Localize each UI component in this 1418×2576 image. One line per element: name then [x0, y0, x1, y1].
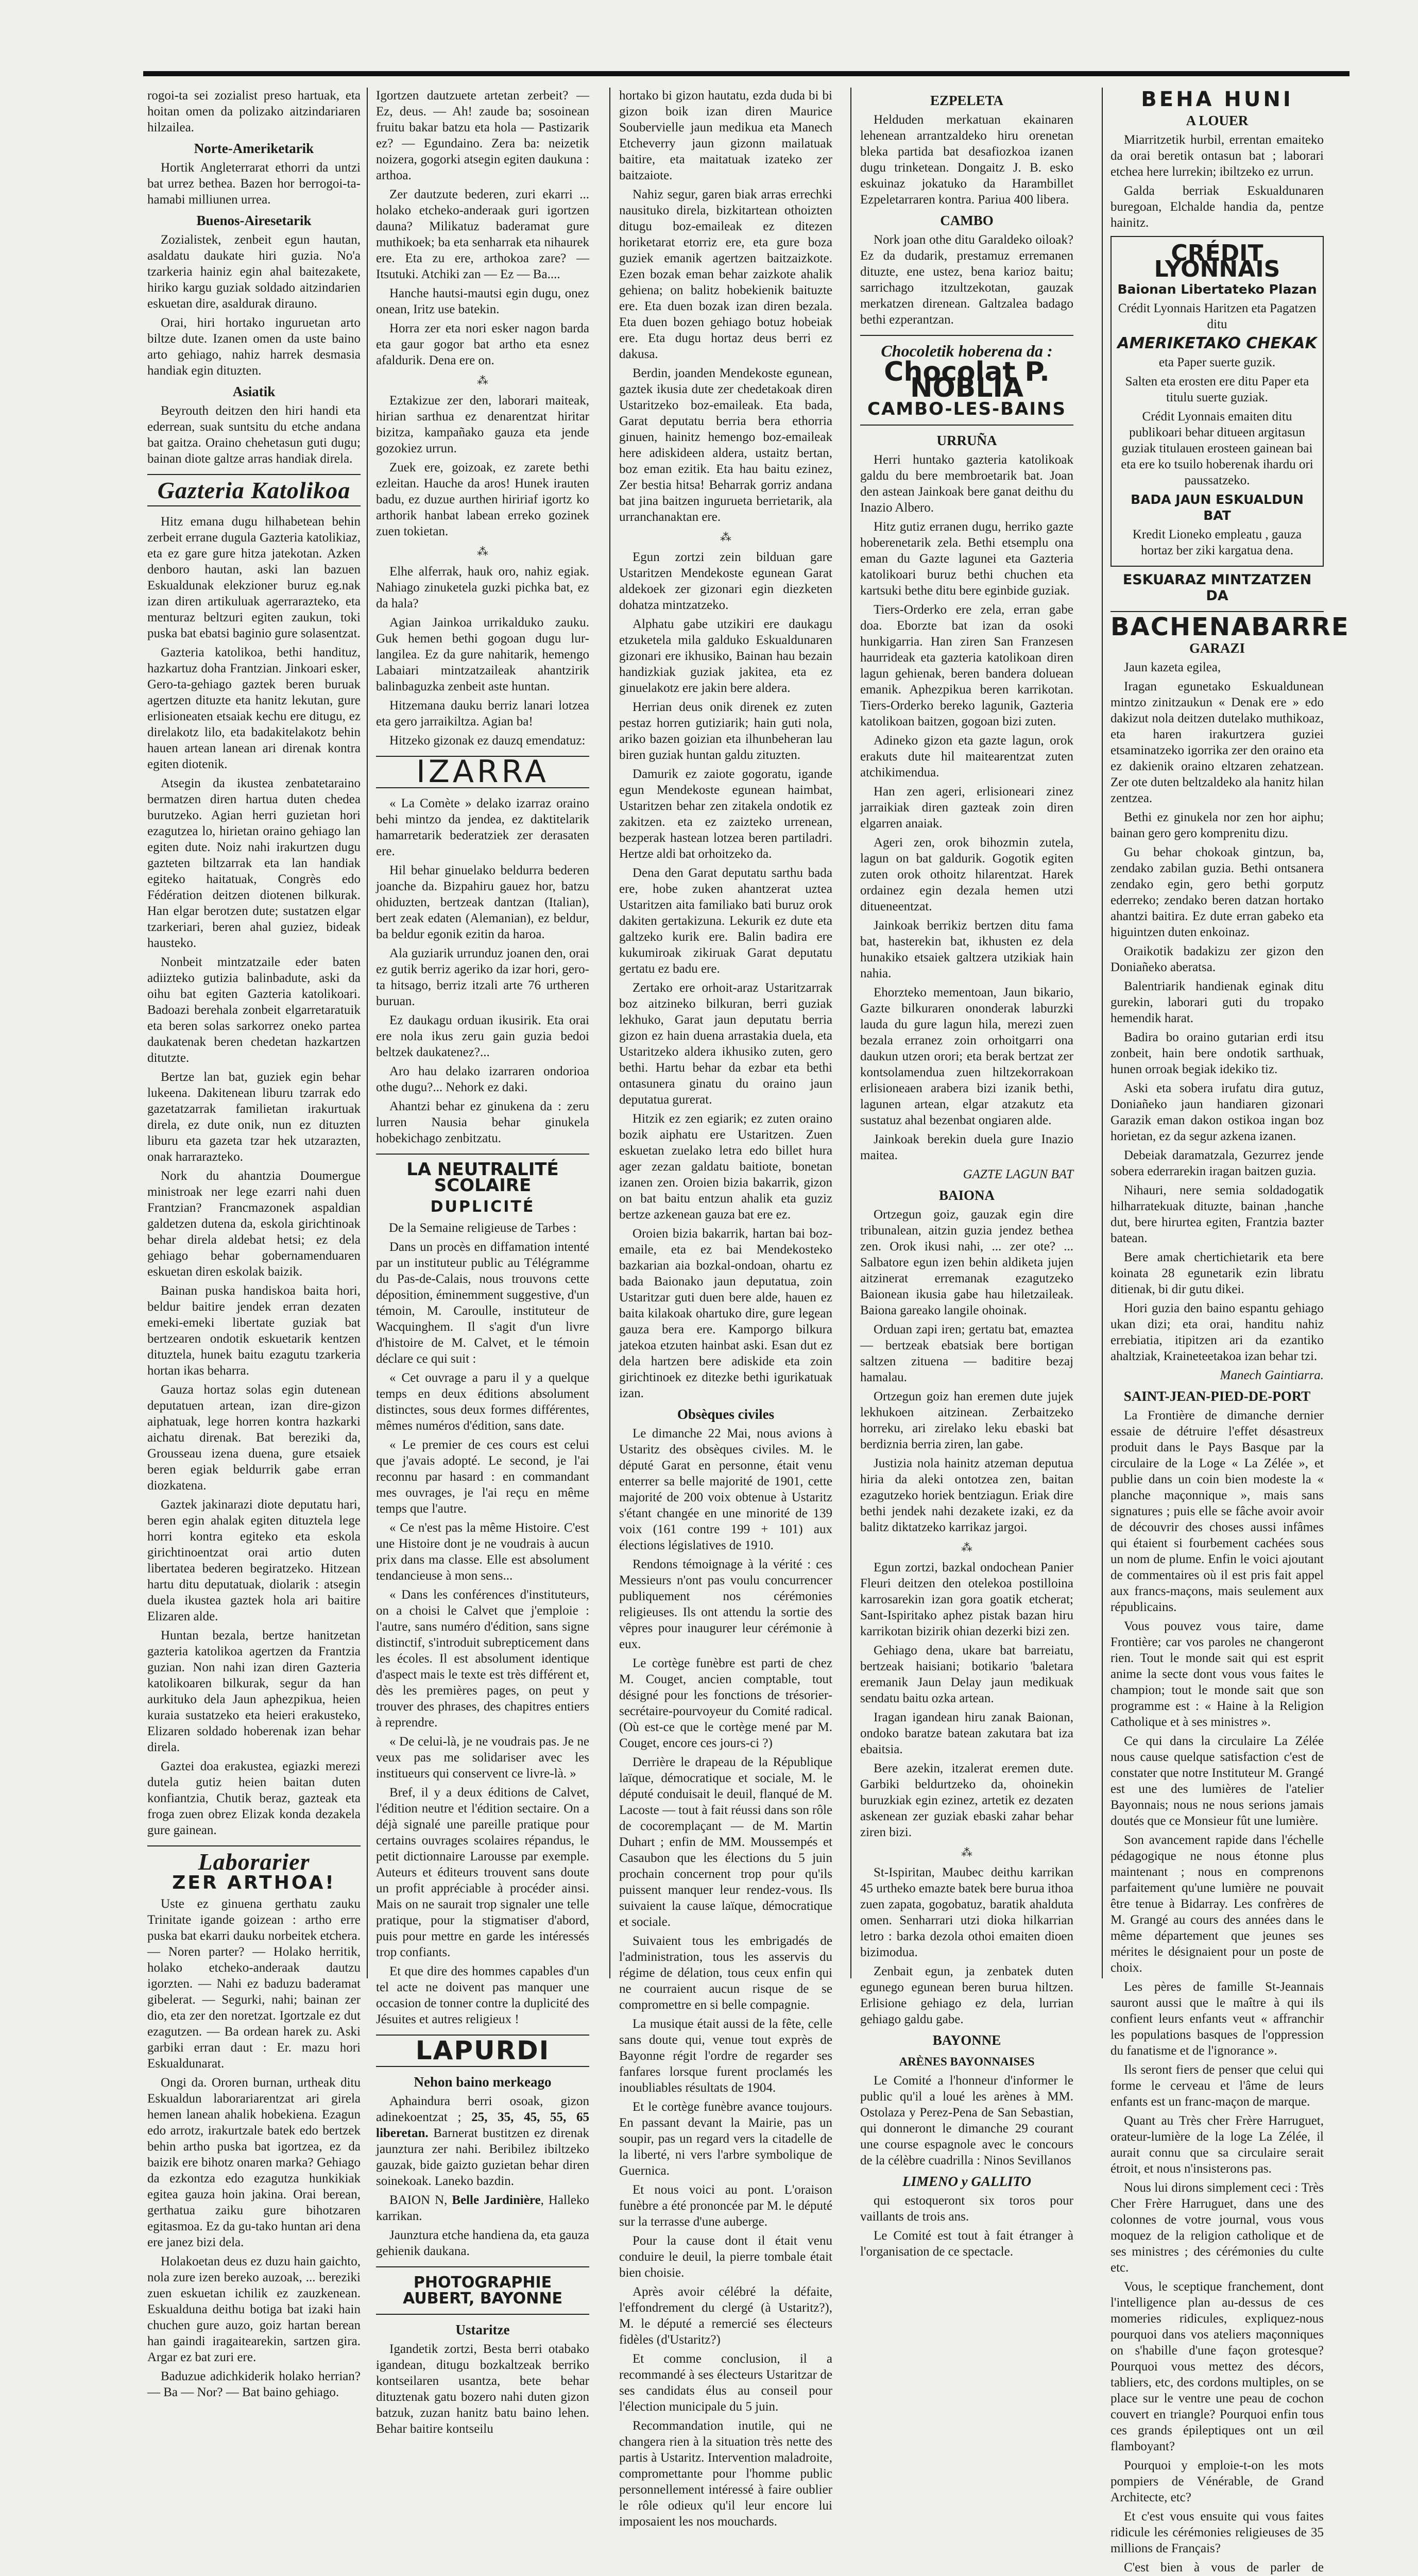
article-text: Jaunztura etche handiena da, eta gauza gehienik daukana.: [376, 2228, 589, 2258]
article-text: Bref, il y a deux éditions de Calvet, l'édition neutre et l'édition sectaire. On a déjà signalé une pareille pratique pour certains ouvrages scolaires répandus, le petit dictionnaire Larousse par exemple. Auteurs et éditeurs trouvent sans doute un profit appréciable à procéder ainsi. Mais on ne saurait trop signaler une telle pratique, pour la stigmatiser d'abord, puis pour mettre en garde les intéressés trop confiants.: [376, 1786, 589, 1959]
article-text: Tiers-Orderko ere zela, erran gabe doa. Eborzte bat izan da osoki hunkigarria. Han ziren San Franzesen haurrideak eta gazteria katolikoan diren lagun gehienak, beren bandera doluean emanik. Aphezpikua beren karrikotan. Tiers-Orderko bereko lagunik, Gazteria katolikoan baitzen, gogoan bizi zuten.: [860, 603, 1073, 728]
credit-sub: Baionan Libertateko Plazan: [1117, 282, 1317, 297]
article-text: Alphatu gabe utzikiri ere daukagu etzuketela mila galduko Eskualdunaren gizonari ere ikhusiko, Bainan hau bezain handizkiak guziak jakitea, eta ez ginuelakotz ere jakin bere aldera.: [619, 617, 832, 695]
separator-icon: ⁂: [477, 374, 488, 387]
duplicite-heading: DUPLICITÉ: [430, 1198, 535, 1216]
article-text: Ala guziarik urrunduz joanen den, orai ez gutik berriz ageriko da izar hori, gero-ta hitsago, berriz itzali arte 76 urtheren buruan.: [376, 946, 589, 1008]
gazteria-title: Gazteria Katolikoa: [157, 477, 351, 503]
article-text: Ongi da. Ororen burnan, urtheak ditu Eskualdun laborariarentzat ari girela hemen lanean ahalik hobekiena. Ezagun edo arrotz, irakurtzale batek edo bertzek behin artho puska bat igortzea, ez da baizik ere bihotz onaren marka? Gehiago da ezkontza edo ezagutza hunkikiak egitea gauza hoin jakina. Orai berean, gerthatua zaiku gure bihotzaren egitasmoa. Ez da gu-tako huntan ari dena ere janez bizi dela.: [147, 2076, 361, 2249]
divider: [376, 2314, 589, 2315]
article-text: Jainkoak berrikiz bertzen ditu fama bat, hasterekin bat, ikhusten ez dela hunakiko etsaiek galtzera utzikiak hain nahia.: [860, 919, 1073, 980]
article-text: Zer dautzute bederen, zuri ekarri ... holako etcheko-anderaak guri igortzen dauna? Milikatuz baderamat gure muthikoek; ba eta senharrak eta nihaurek ere. Eta zu ere, arthokoa zare? — Itsutuki. Atchiki zan — Ez — Ba....: [376, 188, 589, 281]
article-text: Aski eta sobera irufatu dira gutuz, Doniañeko jaun handiaren gizonari Garazik eman dakon ostikoa ingan boz horietan, ez da segur azkena izanen.: [1111, 1081, 1324, 1143]
article-text: qui estoqueront six toros pour vaillants de trois ans.: [860, 2194, 1073, 2224]
article-text: « La Comète » delako izarraz oraino behi mintzo da jendea, ez daktitelarik hamarretarik bederatziek zer derasaten ere.: [376, 796, 589, 858]
article-text: Gaztek jakinarazi diote deputatu hari, beren egin ahalak egiten dituztela lege horri kontra egiteko eta eskola girichtinoentzat orai artio duten libertatea bederen begiratzeko. Hitzean hartu ditu deputatuak, diolarik : atsegin duela ikustea gaztek hola ari baitire Elizaren alde.: [147, 1498, 361, 1623]
article-text: La musique était aussi de la fête, celle sans doute qui, venue tout exprès de Bayonne régit l'ordre de regarder ses fanfares lorsque furent proclamés les inoubliables résultats de 1904.: [619, 2017, 832, 2095]
article-text: Jaun kazeta egilea,: [1124, 660, 1221, 674]
article-text: Herrian deus onik direnek ez zuten pestaz horren gutiziarik; hain guti nola, ariko bazen goizian eta ilhunbeheran lau biren guziak huntan galdu zituzten.: [619, 700, 832, 762]
divider: [860, 335, 1073, 336]
article-text: Et que dire des hommes capables d'un tel acte ne doivent pas manquer une occasion de tonner contre la duplicité des Jésuites et autres religieux !: [376, 1964, 589, 2026]
article-text: Gaztei doa erakustea, egiazki merezi dutela gutiz heien baitan duten konfiantzia, Chutik beraz, gazteak eta froga zuen obrez Elizak konda dezakela gure gainean.: [147, 1759, 361, 1837]
section-heading: Nehon baino merkeago: [414, 2074, 552, 2090]
credit-text: Salten eta erosten ere ditu Paper eta titulu suerte guziak.: [1125, 375, 1309, 404]
section-heading: Obsèques civiles: [677, 1406, 775, 1422]
beha-huni-title: BEHA HUNI: [1141, 88, 1293, 111]
article-text: Ortzegun goiz, gauzak egin dire tribunalean, aitzin guzia jendez bethea zen. Orok ikusi nahi, ... zer ote? ... Salbatore egun izen behin aldiketa jujen aitzinerat erremanak ezagutzeko Baionean ikusia gabe hau hiletzaileak. Baiona gareako langile ohoinak.: [860, 1208, 1073, 1317]
article-text: Dena den Garat deputatu sarthu bada ere, hobe zuken ahantzerat uztea Ustaritzen aita familiako bati buruz orok dakiten gertakizuna. Lekurik ez dute eta galtzeko kurik ere. Balin badira ere kukumiroak zikiruak Garat deputatu gertatu ez badu ere.: [619, 866, 832, 976]
article-text: C'est bien à vous de parler de: [1124, 2561, 1324, 2574]
section-heading: BAIONA: [938, 1188, 995, 1203]
article-text: Holakoetan deus ez duzu hain gaichto, nola zure izen bereko auzoak, ... bereziki zuen eskuetan ichilik ez zauzkenean. Eskualduna deithu botiga bat izaki hain chuchen gure auzo, goiz hartan berean han gaindi iragaitearekin, sartzen gira. Argar ez bat zuri ere.: [147, 2255, 361, 2364]
article-text: Egun zortzi zein bilduan gare Ustaritzen Mendekoste egunean Garat aldekoek zer gizonari egin diezketen dohatza mintzatzeko.: [619, 550, 832, 612]
section-heading: Norte-Ameriketarik: [194, 141, 314, 156]
article-text: Igandetik zortzi, Besta berri otabako igandean, ditugu bozkaltzeak berriko kontseilaren usantza, bete behar dituztenak gatu bozero nahi duten gizon batzuk, zuzan hanitz batu baino lehen. Behar baitire kontseilu: [376, 2342, 589, 2436]
article-text: Zuek ere, goizoak, ez zarete bethi ezleitan. Hauche da aros! Hunek irauten badu, ez duzue aurthen hiririaf igortz ko arthorik hanbat labean erreko gozinek zuen tokietan.: [376, 461, 589, 538]
article-text: Le dimanche 22 Mai, nous avions à Ustaritz des obsèques civiles. M. le député Garat en personne, était venu enterrer sa belle majorité de 1901, cette majorité de 200 voix obtenue à Ustaritz s'étant changée en une minorité de 139 voix (161 contre 199 + 101) aux élections législatives de 1910.: [619, 1427, 832, 1552]
signature: Manech Gaintiarra.: [1220, 1368, 1324, 1382]
article-text: Nahiz segur, garen biak arras errechki nausituko direla, bizkitartean othoizten ditugu boz-emaileak ez ditezen horiketarat etorriz ere, eta gure boza guziek emanik agertzen baitzaizkote. Ezen bozak eman behar zaizkote ahalik gehiena; on balitz hobekienik baituzte ere. Eta duen bozak izan diren bezala. Eta duen bozen gehiago botuz hobeiak ere. Eta dugu hortaz deus berri ez dakusa.: [619, 188, 832, 361]
article-text: Suivaient tous les embrigadés de l'administration, tous les asservis du régime de délation, tous ceux enfin qui ne courraient aucun risque de se compromettre en si belle compagnie.: [619, 1934, 832, 2012]
article-text: Ortzegun goiz han eremen dute jujek lekhukoen aitzinean. Zerbaitzeko horreku, ari zirelako leku ebaski bat berdiznia berria ziren, lan gabe.: [860, 1389, 1073, 1451]
article-text: Adineko gizon eta gazte lagun, orok erakuts dute hil maitearentzat zuten atchikimendua.: [860, 734, 1073, 779]
article-text: Debeiak daramatzala, Gezurrez jende sobera ederrarekin iragan baitzen guzia.: [1111, 1148, 1324, 1178]
column-rule: [367, 88, 368, 1978]
article-text: Dans un procès en diffamation intenté par un instituteur public au Télégramme du Pas-de-Calais, nous trouvons cette déposition, éminemment suggestive, d'un témoin, M. Caroulle, instituteur de Wacquinghem. Il s'agit d'un livre d'histoire de M. Calvet, et le témoin déclare ce qui suit :: [376, 1240, 589, 1366]
divider: [147, 505, 361, 506]
article-text: Nihauri, nere semia soldadogatik hilharratekuak dituzte, bainan ,hanche dut, bere hirurtea egiten, Frantzia bazter batean.: [1111, 1183, 1324, 1245]
article-text: La Frontière de dimanche dernier essaie de détruire l'effet désastreux produit dans le Pays Basque par la circulaire de la Loge « La Zélée », et publie dans un coin bien modeste la « planche maçonnique », mais sans signatures ; puis elle se fâche avoir avoir de découvrir des choses aussi infâmes qui étaient si fourbement cachées sous un nom de plume. Enfin le voici ajoutant de commentaires où il est pris fait appel aux francs-maçons, mais seulement aux républicains.: [1111, 1409, 1324, 1614]
article-text: Nork joan othe ditu Garaldeko oiloak? Ez da dudarik, prestamuz erremanen dituzte, ene ustez, bena karioz baitu; sarrichago itzultzekotan, gauzak merkatzen direnean. Galtzalea badago bethi ezperantzan.: [860, 233, 1073, 327]
article-text: Bethi ez ginukela nor zen hor aiphu; bainan gero gero komprenitu dizu.: [1111, 810, 1324, 840]
ad-text: , Halleko karrikan.: [376, 2193, 589, 2223]
article-text: Hortik Angleterrarat ethorri da untzi bat urrez bethea. Bazen hor berrogoi-ta-hamabi milliunen urrea.: [147, 161, 361, 207]
article-text: « Le premier de ces cours est celui que j'avais adopté. Le second, je l'ai reconnu par hasard : en commandant mes ouvrages, je l'ai reçu en même temps que l'autre.: [376, 1438, 589, 1516]
article-text: Helduden merkatuan ekainaren lehenean arrantzaldeko hiru orenetan bleka partida bat desafiozkoa izanen dugu trinketean. Dongaitz J. B. esko eskuinaz jokatuko da Harambillet Ezpeletarraren kontra. Pariua 400 libera.: [860, 113, 1073, 207]
article-text: Badira bo oraino gutarian erdi itsu zonbeit, hain bere ondotik sarthuak, hunen orroak begiak idekiko tiz.: [1111, 1030, 1324, 1076]
top-rule: [143, 71, 1349, 76]
article-text: Le Comité est tout à fait étranger à l'organisation de ce spectacle.: [860, 2229, 1073, 2259]
article-text: Aro hau delako izarraren ondorioa othe dugu?... Nehork ez daki.: [376, 1064, 589, 1094]
article-text: Gehiago dena, ukare bat barreiatu, bertzeak haisiani; botikario 'baletara eremanik Jaun Delay jaun medikuak sendatu baitu ozka artean.: [860, 1643, 1073, 1705]
toreros: LIMENO y GALLITO: [902, 2174, 1031, 2189]
article-text: Ageri zen, orok bihozmin zutela, lagun on bat galdurik. Gogotik egiten zuten orok othoitz hilarentzat. Harek ordainez egin dezala hemen utzi ditueneentzat.: [860, 836, 1073, 913]
article-text: Derrière le drapeau de la République laïque, démocratique et sociale, M. le député conduisait le deuil, flanqué de M. Lacoste — tout à fait réussi dans son rôle de cocoremplaçant — de M. Martin Duhart ; enfin de MM. Moussempés et Casaubon que les élections du 5 juin prochain concernent trop pour qu'ils puissent manquer leur rendez-vous. Ils suivaient la cause laïque, démocratique et sociale.: [619, 1755, 832, 1929]
article-text: Gazteria katolikoa, bethi handituz, hazkartuz doha Frantzian. Jinkoari esker, Gero-ta-gehiago gaztek beren buruak agertzen dituzte eta hanitz lekutan, gure erlisioneaten etsaiak kechu ere ditugu, ez direlakotz lilo, eta badakitelakotz behin hauen artean lanean ari direnak kontra egiten diotenik.: [147, 646, 361, 771]
lapurdi-ad: [376, 2093, 589, 2189]
izarra-title: IZARRA: [416, 754, 549, 790]
ad-prices: 25, 35, 45, 55, 65 liberetan.: [376, 2110, 590, 2140]
article-text: hortako bi gizon hautatu, ezda duda bi bi gizon boik izan diren Maurice Soubervielle jaun medikua eta Manech Etcheverry jaun gizonn mailatuak baitire, eta maitatuak izateko zer baitzaiote.: [619, 89, 832, 182]
article-text: Nous lui dirons simplement ceci : Très Cher Frère Harruguet, dans une des colonnes de votre journal, vous vous moquez de la religion catholique et de ses ministres ; des cérémonies du culte etc.: [1111, 2181, 1324, 2275]
article-text: Huntan bezala, bertze hanitzetan gazteria katolikoa agertzen da Frantzia guzian. Non nahi izan diren Gazteria katolikoaren bilkurak, segur da han aurkituko dela Jaun aphezpikua, heien kuraia sustatzeko eta heieri erakusteko, Elizaren soldado hoberenak izan behar direla.: [147, 1629, 361, 1754]
article-text: Bere amak chertichietarik eta bere koinata 28 egunetarik ezin libratu ditienak, bi dir gutu dikei.: [1111, 1250, 1324, 1296]
article-text: Agian Jainkoa urrikalduko zauku. Guk hemen bethi gogoan dugu lur-langilea. Ez da gure nahitarik, hemengo Labaiari mintzatzaileak ahantzirik balinbaguzka zenbeit aste huntan.: [376, 616, 589, 693]
credit-text: eta Paper suerte guzik.: [1158, 355, 1276, 369]
section-heading: EZPELETA: [930, 93, 1004, 108]
column-2: [372, 88, 593, 2436]
article-text: Rendons témoignage à la vérité : ces Messieurs n'ont pas voulu concurrencer publiquement nos cérémonies religieuses. Ils ont attendu la sortie des vêpres pour inaugurer leur cérémonie à eux.: [619, 1557, 832, 1651]
article-text: Vous, le sceptique franchement, dont l'intelligence plan au-dessus de ces momeries ridicules, expliquez-nous pourquoi dans vos ateliers maçonniques on s'habille d'une façon grotesque? Pourquoi vous mettez des décors, tabliers, etc, des cordons multiples, on se place sur le ventre une peau de cochon couvert en triangle? Pourquoi enfin tous ces grands épileptiques ont un œil flamboyant?: [1111, 2280, 1324, 2453]
credit-line: Crédit Lyonnais Haritzen eta Pagatzen ditu: [1118, 301, 1317, 331]
article-text: Bainan puska handiskoa baita hori, beldur baitire jendek erran dezaten emeki-emeki libertate guziak bat bertzearen ondotik eskuetarik kentzen dituztela, hunek baitu ezagutu tzarkeria hortan ikas beharra.: [147, 1284, 361, 1378]
separator-icon: ⁂: [720, 531, 731, 544]
article-text: Berdin, joanden Mendekoste egunean, gaztek ikusia dute zer chedetakoak diren Ustaritzeko boz-emaileak. Eta bada, Garat deputatu berria bera ethorria ginuen, hainitz hemengo boz-emaileak here adiskideen aldera, ustaitz bertan, boz eman ezitik. Eta hau baitu ezinez, Zer bestia hitsa! Beharrak gorriz andana bat jina baitzen ingurueta berrietarik, ala urranchanaktan ere.: [619, 366, 832, 524]
article-text: Hitz gutiz erranen dugu, herriko gazte hoberenetarik zela. Bethi etsemplu ona eman du Gazte lagunei eta Gazteria katolikoari buruz bethi chuchen eta kartsuki bethe ditu bere eginbide guziak.: [860, 520, 1073, 598]
article-text: Iragan igandean hiru zanak Baionan, ondoko baratze batean zakutara bat iza ebaitsia.: [860, 1710, 1073, 1756]
section-heading: BAYONNE: [932, 2032, 1001, 2048]
article-text: Hitzeko gizonak ez dauzq emendatuz:: [389, 734, 586, 748]
separator-icon: ⁂: [961, 1541, 972, 1554]
article-text: Et c'est vous ensuite qui vous faites ridicule les cérémonies religieuses de 35 millions de Français?: [1111, 2510, 1324, 2555]
article-text: Vous pouvez vous taire, dame Frontière; car vos paroles ne changeront rien. Tout le monde sait qui est esprit anime la secte dont vous vous faites le champion; tout le monde sait que son programme est : « Haine à la Religion Catholique et à ses ministres ».: [1111, 1619, 1324, 1729]
article-text: Iragan egunetako Eskualdunean mintzo zinitzaukun « Denak ere » edo dakizut nola deitzen dutelako muthikoaz, eta haren irakurtzera guziei etsaminatzeko igorrika zer den oraino eta ez dakienik oraino eltzaren zehatzean. Zer ote duten beltzaldeko ala hanitz hilan zentzea.: [1111, 680, 1324, 805]
article-text: Ahantzi behar ez ginukena da : zeru lurren Nausia behar ginukela hobekichago zenbitzatu.: [376, 1099, 589, 1145]
article-text: Orai, hiri hortako inguruetan arto biltze dute. Izanen omen da uste baino arto gehiago, nahiz harrek desmasia handiak egin dituzten.: [147, 316, 361, 378]
article-text: « Dans les conférences d'instituteurs, on a choisi le Calvet que j'emploie : l'autre, sans numéro d'édition, sans signe distinctif, s'introduit subrepticement dans les écoles. Il est absolument identique d'aspect mais le texte est très différent et, dès les premières pages, on peut y trouver des phrases, des chapitres entiers à reprendre.: [376, 1588, 589, 1730]
chocolat-place: CAMBO-LES-BAINS: [867, 399, 1066, 419]
article-text: Ce qui dans la circulaire La Zélée nous cause quelque satisfaction c'est de constater que notre Instituteur M. Grangé est une des lumières de l'atelier Bayonnais; nous ne nous serions jamais doutés que ce Monsieur fût une lumière.: [1111, 1734, 1324, 1828]
article-text: Pourquoi y emploie-t-on les mots pompiers de Vénérable, de Grand Architecte, etc?: [1111, 2459, 1324, 2504]
ad-text: Aphaindura berri osoak, gizon adinekoentzat ;: [376, 2094, 589, 2124]
article-text: Oraikotik badakizu zer gizon den Doniañeko aberatsa.: [1111, 944, 1324, 974]
article-text: Orduan zapi iren; gertatu bat, emaztea — bertzeak ebatsiak bere bortigan saltzen zituena — baditire bezaj hamalau.: [860, 1323, 1073, 1384]
credit-cheques: AMERIKETAKO CHEKAK: [1117, 334, 1317, 352]
section-heading: Asiatik: [232, 384, 276, 399]
source-line: De la Semaine religieuse de Tarbes :: [388, 1221, 577, 1235]
column-rule: [609, 88, 610, 1978]
article-text: Bere azekin, itzalerat eremen dute. Garbiki beldurtzeko da, ohoinekin buruzkiak egin ezinez, artetik ez dezaten askenean zer guziak ebaski zahar behar ziren bizi.: [860, 1761, 1073, 1839]
article-text: Le cortège funèbre est parti de chez M. Couget, ancien comptable, tout désigné pour les fonctions de trésorier-secrétaire-pourvoyeur du Comité radical. (Où est-ce que le cortège mené par M. Couget, encore ces jours-ci ?): [619, 1656, 832, 1750]
article-text: Hitz emana dugu hilhabetean behin zerbeit errane dugula Gazteria katolikiaz, eta ez gare gure hitza jatekotan. Azken denboro hautan, aski lan bazuen Eskualdunak elekzioner buruz eg.nak izan diren artikuluak agerrarazteko, eta menturaz beltzuri egiten zaukun, toki puska bat ebatsi baginio gure solasentzat.: [147, 515, 361, 640]
divider: [376, 1154, 589, 1155]
photographie-ad: PHOTOGRAPHIE AUBERT, BAYONNE: [403, 2274, 562, 2308]
article-text: Gu behar chokoak gintzun, ba, zendako zabilan guzia. Bethi ontsanera zendako egin, gero bethi gorputz ederreko; zendako beren datzan hortako ahantzi baitira. Ez dute erran gabeko eta higuintzen duten enkoinaz.: [1111, 845, 1324, 939]
ad-text: BAION N,: [389, 2193, 452, 2207]
credit-title: CRÉDIT LYONNAIS: [1154, 240, 1280, 282]
neutralite-title: LA NEUTRALITÉ SCOLAIRE: [406, 1159, 559, 1196]
divider: [147, 474, 361, 475]
section-heading: GARAZI: [1189, 640, 1245, 656]
chocolat-brand: Chocolat P. NOBLIA: [884, 357, 1050, 403]
article-text: Les pères de famille St-Jeannais sauront aussi que le maître à qui ils confient leurs enfants veut « affranchir les populations basques de l'oppression du fanatisme et de l'ignorance ».: [1111, 1980, 1324, 2058]
signature: GAZTE LAGUN BAT: [963, 1167, 1073, 1181]
laborarier-title: Laborarier: [198, 1849, 310, 1875]
article-text: Et le cortège funèbre avance toujours. En passant devant la Mairie, pas un soupir, pas un regard vers la citadelle de la liberté, ni vers l'arbre symbolique de Guernica.: [619, 2100, 832, 2178]
credit-text: Kredit Lioneko empleatu , gauza hortaz ber ziki kargatua dena.: [1132, 528, 1302, 557]
section-heading: URRUÑA: [936, 433, 997, 448]
article-text: Après avoir célébré la défaite, l'effondrement du clergé (à Ustaritz?), M. le député a remercié ses électeurs fidèles (d'Ustaritz?): [619, 2285, 832, 2347]
separator-icon: ⁂: [477, 545, 488, 558]
article-text: Miarritzetik hurbil, errentan emaiteko da orai beretik ontasun bat ; laborari etchea here lurrekin; ibiltzeko ez urrun.: [1111, 133, 1324, 179]
article-text: Hori guzia den baino espantu gehiago ukan dizi; eta orai, handitu nahiz errebiatia, itipitzen ari da ezantiko ahaltziak, Kraineteetakoa izan behar tzi.: [1111, 1301, 1324, 1363]
column-4: [856, 88, 1078, 2259]
article-text: Zozialistek, zenbeit egun hautan, asaldatu daukate hiri guzia. No'a tzarkeria hainiz egin ahal baitezakete, hiriko kargu guziak soldado aitzindarien eskuetan dire, asaldurak dirauno.: [147, 233, 361, 311]
section-subheading: ARÈNES BAYONNAISES: [899, 2055, 1035, 2068]
ad-store: Belle Jardinière: [452, 2193, 541, 2207]
article-text: Han zen ageri, erlisioneari zinez jarraikiak diren gazteak zoin diren elgarren anaiak.: [860, 785, 1073, 831]
article-text: « De celui-là, je ne voudrais pas. Je ne veux pas me solidariser avec les institueurs qui conservent ce livre-là. »: [376, 1735, 589, 1781]
article-text: Nonbeit mintzatzaile eder baten adiizteko gutizia balinbadute, aski da oihu bat egiten Gazteria katolikoari. Badoazi berehala zonbeit elgarretaratuik eta beren solas sarkorrez oneko partea daukatenak beren chedetan hazkartzen ditutzte.: [147, 955, 361, 1065]
section-heading: CAMBO: [940, 213, 994, 228]
article-text: Horra zer eta nori esker nagon barda eta gaur gogor bat artho eta esnez afaldurik. Dena ere on.: [376, 321, 589, 367]
article-text: Hitzemana dauku berriz lanari lotzea eta gero jarraikiltza. Agian ba!: [376, 699, 589, 728]
article-text: Nork du ahantzia Doumergue ministroak ner lege ezarri nahi duen Frantzian? Francmazonek aspaldian galdetzen dutena da, eskola girichtinoak behar direla aldebat hetsi; ez dela gehiago behar gobernamenduaren eskuetan diren eskolak baizik.: [147, 1169, 361, 1279]
article-text: Zenbait egun, ja zenbatek duten egunego egunean beren burua hiltzen. Erlisione gehiago ez dela, lurrian gehiago galdu gabe.: [860, 1964, 1073, 2026]
article-text: Ils seront fiers de penser que celui qui forme le cerveau et l'âme de leurs enfants est un franc-maçon de marque.: [1111, 2063, 1324, 2109]
article-text: Uste ez ginuena gerthatu zauku Trinitate igande goizean : artho erre puska bat ekarri dauku norbeitek etchera. — Noren parter? — Holako herritik, holako etcheko-anderaak dautzu igorzten. — Nahi ez baduzu baderamat gibelerat. — Segurki, nahi; bainan zer dio, eta zer den noretzat. Igortzale ez dut ezagutzen. — Ba ordean harek zu. Aski garbiki erran daut : Er. mazu hori Eskualdunarat.: [147, 1897, 361, 2071]
article-text: Justizia nola hainitz atzeman deputua hiria da aleki ontotzea zen, baitan ezagutzeko horiek bentziagun. Eriak dire bethi jendek nahi dezakete izaki, ez da balitz diktatzeko karrikaz jargoi.: [860, 1456, 1073, 1534]
article-text: Herri huntako gazteria katolikoak galdu du bere membroetarik bat. Joan den astean Jainkoak bere ganat deithu du Inazio Albero.: [860, 453, 1073, 515]
article-text: Oroien bizia bakarrik, hartan bai boz-emaile, eta ez bai Mendekosteko bazkarian aia bozkal-ondoan, ohartu ez bada Baionako jaun deputatua, zoin Ustaritzar guti duen bere alde, hauen ez baita kilakoak ohartuko dire, gure legean gauza bera ere. Kamporgo bilkura jatekoa etzuten hainbat aski. Esan dut ez dela hartzen bere adiskide eta zoin girichtinoek ez ditezke bethi igurikatuak izan.: [619, 1227, 832, 1400]
article-text: Ez daukagu orduan ikusirik. Eta orai ere nola ikus zeru gain guzia bedoi beltzek daukatenez?...: [376, 1013, 589, 1059]
article-text: Son avancement rapide dans l'échelle pédagogique ne nous étonne plus maintenant ; nous en comprenons parfaitement qu'une lumière ne pouvait être tenue à Bidarray. Les confrères de M. Grangé au cours des années dans le même département que jeunes ses mérites le désignaient pour un poste de choix.: [1111, 1833, 1324, 1975]
article-text: Recommandation inutile, qui ne changera rien à la situation très nette des partis à Ustaritz. Intervention maladroite, compromettante pour l'homme public personnellement intéressé à faire oublier le rôle odieux qu'il leur encore lui imposaient les nos mouchards.: [619, 2419, 832, 2529]
article-text: Gauza hortaz solas egin dutenean deputatuen artean, izan dire-gizon aiphatuak, lege horren kontra hazkarki aichatu direnak. Bat bereziki da, Grousseau izena duena, gure etsaiek beren egiak beldurrik gabe erran diozkatena.: [147, 1383, 361, 1493]
divider: [376, 2066, 589, 2067]
bachenabarre-title: BACHENABARRE: [1111, 613, 1349, 641]
article-text: « Ce n'est pas la même Histoire. C'est une Histoire dont je ne voudrais à aucun prix dans ma classe. Elle est absolument tendancieuse à mon sens...: [376, 1521, 589, 1583]
column-1: [143, 88, 365, 2399]
article-text: Hitzik ez zen egiarik; ez zuten oraino bozik aiphatu ere Ustaritzen. Zuen eskuetan zuelako letra edo billet hura ager zezan galdatu baitiote, bonetan izanen zen. Oroien bizia bakarrik, gizon on bat baitu entzun ahalik eta guziz bertze azkenean gauza bat ere ez.: [619, 1112, 832, 1222]
lapurdi-address: [376, 2192, 589, 2224]
article-text: Damurik ez zaiote gogoratu, igande egun Mendekoste egunean haimbat, Ustaritzen behar zen zitakela ondotik ez zakitzen. eta ez zaizteko urrenean, bezperak hastean lotzea beren partiladri. Hertze aldi bat orhoitzeko da.: [619, 767, 832, 861]
credit-bada: BADA JAUN ESKUALDUN BAT: [1131, 492, 1304, 523]
article-text: Igortzen dautzuete artetan zerbeit? — Ez, deus. — Ah! zaude ba; sosoinean fruitu bakar batzu eta hola — Pastizarik ez? — Egundaino. Zera ba: neizetik noizera, gogorki atsegin egiten daukuna : arthoa.: [376, 89, 589, 182]
article-text: Et comme conclusion, il a recommandé à ses électeurs Ustaritzar de ses candidats élus au conseil pour l'élection municipale du 5 juin.: [619, 2352, 832, 2414]
article-text: Hil behar ginuelako beldurra bederen joanche da. Bizpahiru gauez hor, batzu ohiduzten, bertzeak dantzan (Italian), bert zeak edaten (Alemanian), ez beldur, ba beldur egonik ezitin da haroa.: [376, 863, 589, 941]
article-text: Elhe alferrak, hauk oro, nahiz egiak. Nahiago zinuketela guzki pichka bat, ez da hala?: [376, 565, 589, 611]
article-text: Et nous voici au pont. L'oraison funèbre a été prononcée par M. le député sur la terrasse d'une auberge.: [619, 2183, 832, 2229]
separator-icon: ⁂: [961, 1846, 972, 1859]
article-text: Eztakizue zer den, laborari maiteak, hirian sarthua ez denarentzat hiritar bizitza, kampañako gauza eta jende gozokiez urrun.: [376, 394, 589, 455]
article-text: Galda berriak Eskualdunaren buregoan, Elchalde handia da, pentze hainitz.: [1111, 184, 1324, 230]
divider: [376, 2266, 589, 2267]
article-text: Egun zortzi, bazkal ondochean Panier Fleuri deitzen den otelekoa postilloina karrosarekin izan gora goatik etcherat; Sant-Ispiritako aphez pistak bazan hiru karrikotan bizirik ohian dezerki bizi zen.: [860, 1561, 1073, 1638]
chocolat-tagline: Chocoletik hoberena da :: [881, 342, 1053, 360]
article-text: Atsegin da ikustea zenbatetaraino bermatzen diren hartua duten chedea burutzeko. Agian herri guzietan hori ezagutzea lo, hirietan oraino gehiago lan egiten dute. Noiz nahi irakurtzen dugu gazteten biltzarrak eta lan handiak egiteko haitatuak, Congrès edo Fédération deitzen diotenen bilkurak. Han elgar berotzen dute; sustatzen elgar tzarkeriari, beren ahal guziez, bideak hausteko.: [147, 776, 361, 950]
section-heading: Buenos-Airesetarik: [196, 213, 312, 228]
column-5: [1106, 88, 1349, 2574]
article-text: Le Comité a l'honneur d'informer le public qu'il a loué les arènes à MM. Ostolaza y Perez-Pena de San Sebastian, qui donneront le dimanche 29 courant une course espagnole avec le concours de la célèbre cuadrilla : Ninos Sevillanos: [860, 2074, 1073, 2167]
article-text: Baduzue adichkiderik holako herrian? — Ba — Nor? — Bat baino gehiago.: [147, 2369, 361, 2399]
credit-text: Crédit Lyonnais emaiten ditu publikoari behar ditueen argitasun guziak titulauen erosteen gainean bai eta ere ko tsuilo hoberenak ihardu ori paussatzeko.: [1121, 410, 1313, 487]
article-text: Balentriarik handienak eginak ditu gurekin, laborari guti du tropako hemendik harat.: [1111, 979, 1324, 1025]
divider: [147, 1845, 361, 1846]
section-heading: SAINT-JEAN-PIED-DE-PORT: [1123, 1388, 1311, 1404]
article-text: rogoi-ta sei zozialist preso hartuak, eta hoitan omen da polizako aitzindariaren hilzailea.: [147, 89, 361, 134]
article-text: « Cet ouvrage a paru il y a quelque temps en deux éditions absolument distinctes, sous deux formes différentes, mêmes numéros d'édition, sans date.: [376, 1371, 589, 1433]
section-heading: Ustaritze: [455, 2322, 510, 2337]
article-text: Ehorzteko mementoan, Jaun bikario, Gazte bilkuraren ononderak laburzki lauda du gure lagun hila, merezi zuen bezala erranez zoin orhoitgarri ona daukun utzen orori; eta berak bertzat zer kontsolamendua zuen hiltzekorrakoan erlisioneaen arabera bizi izanik bethi, lagunen artean, elgar atzakutz eta sustatuz ahal bezenbat ongiaren alde.: [860, 986, 1073, 1127]
eskuaraz-banner: ESKUARAZ MINTZATZEN DA: [1122, 572, 1312, 604]
credit-lyonnais-ad: [1111, 236, 1324, 567]
column-3: [615, 88, 836, 2529]
article-text: Hanche hautsi-mautsi egin dugu, onez onean, Iritz use batekin.: [376, 286, 589, 316]
article-text: Jainkoak berekin duela gure Inazio maitea.: [860, 1132, 1073, 1162]
divider: [860, 425, 1073, 426]
column-rule: [850, 88, 851, 1978]
article-text: Pour la cause dont il était venu conduire le deuil, la pierre tombale était bien choisie.: [619, 2234, 832, 2280]
column-rule: [1102, 88, 1103, 1978]
section-subheading: A LOUER: [1186, 113, 1249, 128]
divider: [1111, 611, 1324, 612]
article-text: Quant au Très cher Frère Harruguet, orateur-lumière de la loge La Zélée, il aurait connu que sa circulaire serait étroit, et nous n'insisterons pas.: [1111, 2114, 1324, 2176]
ad-text: Barnerat bustitzen ez direnak jaunztura zer nahi. Beribilez ibiltzeko gauzak, bide gaizto guzietan behar diren soinekoak. Laneko bazdin.: [376, 2126, 589, 2188]
laborarier-heading: ZER ARTHOA!: [172, 1872, 336, 1893]
article-text: Zertako ere orhoit-araz Ustaritzarrak boz aitzineko bilkuran, berri guziak lekhuko, Garat jaun deputatu berria gizon ez hain duena arrastakia duela, eta Ustaritzeko aldera ikhusiko zuten, gero bethi. Hartu behar da ezbar eta bethi ontasunera ginatu du oraino jaun deputatua gurerat.: [619, 981, 832, 1107]
article-text: Beyrouth deitzen den hiri handi eta ederrean, suak suntsitu du etche andana bat gaitza. Oraino chehetasun guti dugu; bainan diote galtze arras handiak direla.: [147, 404, 361, 466]
article-text: Bertze lan bat, guziek egin behar lukeena. Dakitenean liburu tzarrak edo gazetatzarrak familietan irakurtuak direla, ez dute onik, nun ez dituzten liburu eta gazeta tzar hek utzarazten, onak harrarazteko.: [147, 1070, 361, 1164]
article-text: St-Ispiritan, Maubec deithu karrikan 45 urtheko emazte batek bere burua ithoa zuen zapata, gogobatuz, baratik ahalduta omen. Senharrari utzi dioka hilkarrian letro : barka dezola othoi emaiten dioen bizimodua.: [860, 1866, 1073, 1959]
lapurdi-title: LAPURDI: [415, 2036, 550, 2065]
